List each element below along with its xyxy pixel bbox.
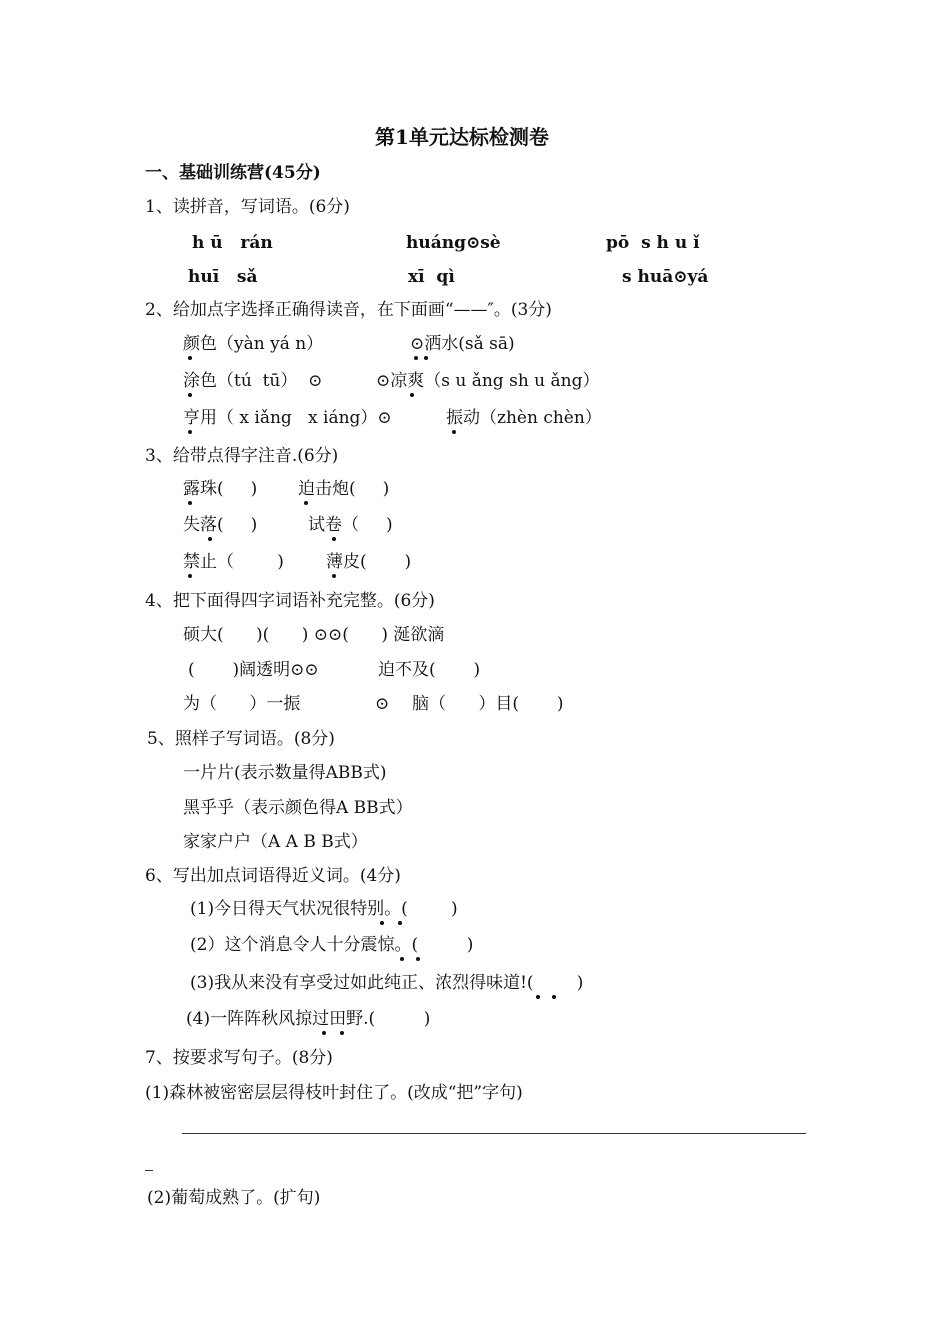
emphasis-dot: [208, 537, 212, 541]
emphasis-dot: [410, 393, 414, 397]
emphasis-dot: [400, 957, 404, 961]
emphasis-dot: [304, 501, 308, 505]
idiom-row: ⊙: [375, 694, 390, 714]
section-heading: 一、基础训练营(45分): [145, 163, 321, 183]
annotation-item: 禁止（ ): [183, 552, 284, 572]
sentence-item: (2)葡萄成熟了。(扩句): [147, 1188, 321, 1208]
idiom-row: 迫不及( ): [378, 660, 481, 680]
pronunciation-item: ⊙洒水(sǎ sā): [410, 334, 515, 354]
question-6-heading: 6、写出加点词语得近义词。(4分): [145, 866, 401, 886]
example-item: 家家户户（A A B B式）: [183, 832, 368, 852]
answer-line: [145, 1170, 153, 1171]
emphasis-dot: [188, 501, 192, 505]
idiom-row: 脑（ ）目( ): [412, 694, 564, 714]
emphasis-dot: [424, 356, 428, 360]
emphasis-dot: [416, 957, 420, 961]
synonym-item: (3)我从来没有享受过如此纯正、浓烈得味道!( ): [190, 973, 584, 993]
example-item: 黑乎乎（表示颜色得A BB式）: [183, 798, 413, 818]
emphasis-dot: [188, 574, 192, 578]
pronunciation-item: 振动（zhèn chèn）: [446, 408, 602, 428]
example-item: 一片片(表示数量得ABB式): [183, 763, 387, 783]
annotation-item: 薄皮( ): [326, 552, 412, 572]
page-title: 第1单元达标检测卷: [375, 125, 549, 149]
pronunciation-item: ⊙凉爽（s u ǎng sh u ǎng）: [376, 371, 600, 391]
emphasis-dot: [322, 1031, 326, 1035]
synonym-item: (1)今日得天气状况很特别。( ): [190, 899, 458, 919]
emphasis-dot: [414, 356, 418, 360]
question-4-heading: 4、把下面得四字词语补充完整。(6分): [145, 591, 435, 611]
emphasis-dot: [188, 356, 192, 360]
pronunciation-item: 亨用（ x iǎng x iáng）⊙: [183, 408, 392, 428]
pronunciation-item: 颜色（yàn yá n）: [183, 334, 324, 354]
pinyin-item: h ū rán: [192, 233, 273, 253]
emphasis-dot: [398, 921, 402, 925]
synonym-item: (4)一阵阵秋风掠过田野.( ): [186, 1009, 431, 1029]
emphasis-dot: [188, 393, 192, 397]
question-1-heading: 1、读拼音，写词语。(6分): [145, 197, 350, 217]
annotation-item: 露珠( ): [183, 479, 258, 499]
answer-line: [182, 1133, 806, 1134]
synonym-item: (2）这个消息令人十分震惊。( ): [190, 935, 474, 955]
idiom-row: 硕大( )( ) ⊙⊙( ) 涎欲滴: [183, 625, 445, 645]
idiom-row: ( )阔透明⊙⊙: [188, 660, 319, 680]
emphasis-dot: [536, 995, 540, 999]
emphasis-dot: [552, 995, 556, 999]
question-7-heading: 7、按要求写句子。(8分): [145, 1048, 333, 1068]
annotation-item: 失落( ): [183, 515, 258, 535]
pinyin-item: pō s h u ǐ: [606, 233, 700, 253]
pinyin-item: s huā⊙yá: [622, 267, 709, 287]
emphasis-dot: [332, 574, 336, 578]
emphasis-dot: [332, 537, 336, 541]
pronunciation-item: 涂色（tú tū） ⊙: [183, 371, 323, 391]
pinyin-item: huáng⊙sè: [406, 233, 501, 253]
pinyin-item: xī qì: [408, 267, 455, 287]
question-3-heading: 3、给带点得字注音.(6分): [145, 446, 339, 466]
emphasis-dot: [380, 921, 384, 925]
sentence-item: (1)森林被密密层层得枝叶封住了。(改成“把”字句): [145, 1083, 523, 1103]
emphasis-dot: [188, 430, 192, 434]
idiom-row: 为（ ）一振: [183, 694, 301, 714]
question-2-heading: 2、给加点字选择正确得读音，在下面画“——″。(3分): [145, 300, 552, 320]
question-5-heading: 5、照样子写词语。(8分): [147, 729, 335, 749]
emphasis-dot: [452, 430, 456, 434]
annotation-item: 试卷（ ): [308, 515, 393, 535]
annotation-item: 迫击炮( ): [298, 479, 390, 499]
emphasis-dot: [340, 1031, 344, 1035]
pinyin-item: huī sǎ: [188, 267, 258, 287]
